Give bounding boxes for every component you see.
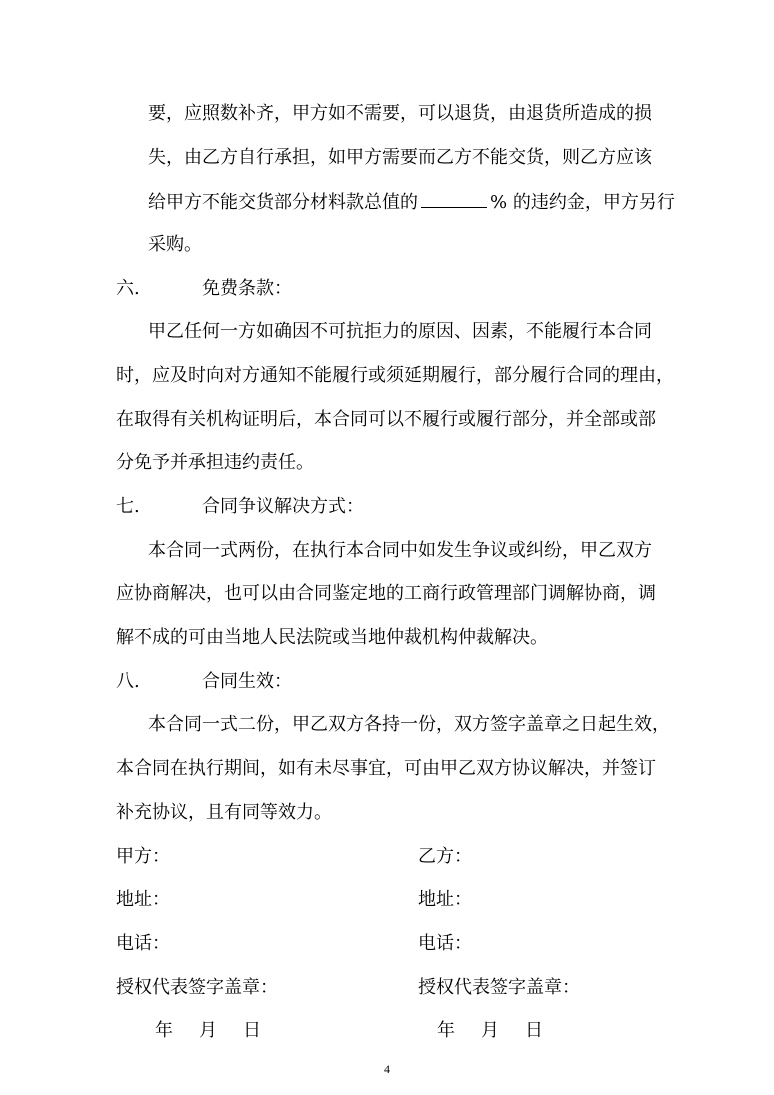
penalty-percent-blank <box>421 190 487 208</box>
paragraph-line: 分免予并承担违约责任。 <box>116 452 314 473</box>
paragraph-line: 时，应及时向对方通知不能履行或须延期履行，部分履行合同的理由， <box>116 365 674 386</box>
line-text: % 的违约金，甲方另行 <box>490 192 675 213</box>
party-a-date-day: 日 <box>243 1020 261 1041</box>
party-b-phone-label: 电话： <box>418 933 472 954</box>
party-a-address-label: 地址： <box>116 889 170 910</box>
section-title: 合同争议解决方式： <box>202 496 364 517</box>
paragraph-line: 在取得有关机构证明后，本合同可以不履行或履行部分，并全部或部 <box>116 409 656 430</box>
party-b-date-month: 月 <box>481 1020 499 1041</box>
paragraph-line: 应协商解决，也可以由合同鉴定地的工商行政管理部门调解协商，调 <box>116 583 656 604</box>
page-number: 4 <box>384 1062 390 1076</box>
party-a-date-year: 年 <box>155 1020 173 1041</box>
party-a-phone-label: 电话： <box>116 933 170 954</box>
section-title: 免费条款： <box>202 278 292 299</box>
paragraph-line: 补充协议，且有同等效力。 <box>116 802 332 823</box>
line-text: 给甲方不能交货部分材料款总值的 <box>148 192 418 213</box>
party-b-label: 乙方： <box>418 846 472 867</box>
paragraph-line: 要，应照数补齐，甲方如不需要，可以退货，由退货所造成的损 <box>148 103 652 124</box>
paragraph-line: 甲乙任何一方如确因不可抗拒力的原因、因素，不能履行本合同 <box>148 321 652 342</box>
section-number: 八. <box>116 671 140 692</box>
paragraph-line: 采购。 <box>148 234 202 255</box>
party-b-date-year: 年 <box>437 1020 455 1041</box>
party-b-date-day: 日 <box>525 1020 543 1041</box>
section-number: 六. <box>116 278 140 299</box>
paragraph-line: 本合同一式两份，在执行本合同中如发生争议或纠纷，甲乙双方 <box>148 540 652 561</box>
paragraph-line: 本合同一式二份，甲乙双方各持一份，双方签字盖章之日起生效， <box>148 714 670 735</box>
section-title: 合同生效： <box>202 671 292 692</box>
paragraph-line: 解不成的可由当地人民法院或当地仲裁机构仲裁解决。 <box>116 627 548 648</box>
paragraph-line <box>148 190 675 214</box>
paragraph-line: 本合同在执行期间，如有未尽事宜，可由甲乙双方协议解决，并签订 <box>116 758 656 779</box>
party-b-address-label: 地址： <box>418 889 472 910</box>
party-a-date-month: 月 <box>199 1020 217 1041</box>
party-a-label: 甲方： <box>116 846 170 867</box>
section-number: 七. <box>116 496 140 517</box>
paragraph-line: 失，由乙方自行承担，如甲方需要而乙方不能交货，则乙方应该 <box>148 147 652 168</box>
party-a-rep-label: 授权代表签字盖章： <box>116 977 278 998</box>
party-b-rep-label: 授权代表签字盖章： <box>418 977 580 998</box>
